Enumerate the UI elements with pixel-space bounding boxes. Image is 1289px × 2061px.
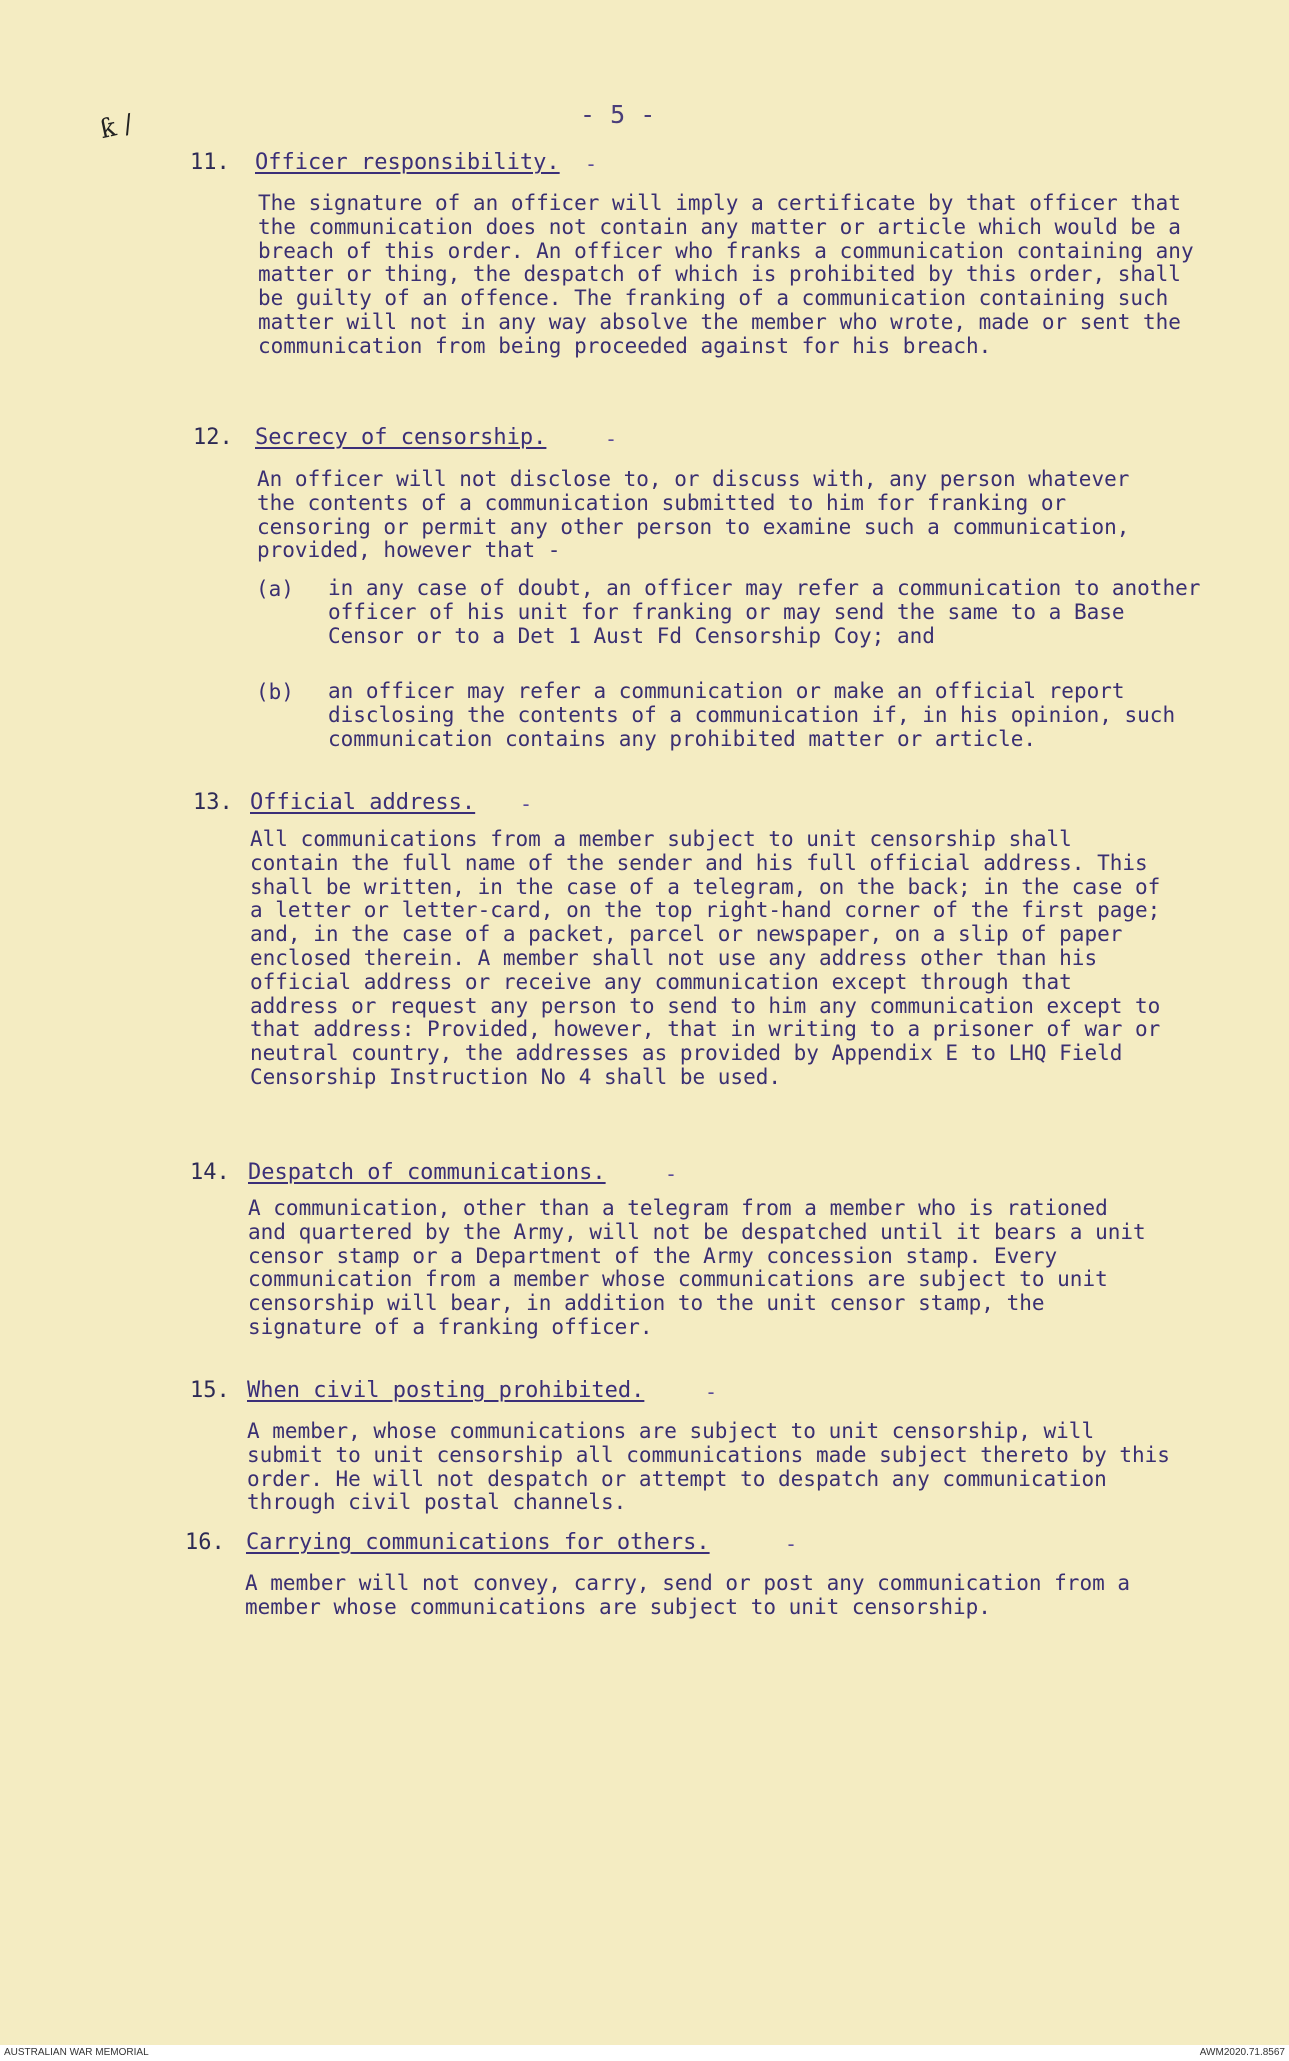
section-12-dash: - <box>605 427 618 451</box>
section-11-heading: Officer responsibility. <box>255 150 560 175</box>
pencil-annotation: ƙ / <box>97 108 136 146</box>
section-14-dash: - <box>665 1162 678 1186</box>
section-13-heading: Official address. <box>250 790 476 815</box>
section-12-text: An officer will not disclose to, or discuss with, any person whatever the contents of a communication submitted to him for franking or censoring or permit any other person to examine such a communication, provided, however that - <box>257 467 1130 563</box>
section-15-dash: - <box>705 1380 718 1404</box>
section-16-dash: - <box>785 1532 798 1556</box>
footer-accession-number: AWM2020.71.8567 <box>1199 2047 1285 2058</box>
page-number: - 5 - <box>580 100 656 129</box>
section-12-b-text: an officer may refer a communication or make an official report disclosing the contents of a communication if, in his opinion, such communication contains any prohibited matter or article. <box>328 679 1176 751</box>
section-14-text: A communication, other than a telegram from a member who is rationed and quartered by the Army, will not be despatched until it bears a unit censor stamp or a Department of the Army concession stamp. Every communication from a member whose communications are subject to unit censorship will bear, in addition to the unit censor stamp, the signature of a franking officer. <box>248 1196 1146 1339</box>
section-14-number: 14. <box>190 1160 230 1185</box>
section-13-number: 13. <box>193 790 233 815</box>
section-11-text: The signature of an officer will imply a certificate by that officer that the communication does not contain any matter or article which would be a breach of this order. An officer who franks a communication containing any matter or thing, the despatch of which is prohibited by this order, shall be guilty of an offence. The franking of a communication containing such matter will not in any way absolve the member who wrote, made or sent the communication from being proceeded against for his breach. <box>258 191 1194 358</box>
section-15-number: 15. <box>190 1378 230 1403</box>
section-15-heading: When civil posting prohibited. <box>247 1378 645 1403</box>
section-15-text: A member, whose communications are subject to unit censorship, will submit to unit censorship all communications made subject thereto by this order. He will not despatch or attempt to despatch any communication through civil postal channels. <box>247 1419 1170 1515</box>
section-12-number: 12. <box>193 425 233 450</box>
section-14-heading: Despatch of communications. <box>248 1160 606 1185</box>
section-12-heading: Secrecy of censorship. <box>255 425 547 450</box>
section-12-a-label: (a) <box>256 577 294 601</box>
section-16-number: 16. <box>185 1530 225 1555</box>
archive-footer <box>0 2045 1289 2061</box>
section-12-a-text: in any case of doubt, an officer may refer a communication to another officer of his unit for franking or may send the same to a Base Censor or to a Det 1 Aust Fd Censorship Coy; and <box>328 576 1201 648</box>
section-12-b-label: (b) <box>256 680 294 704</box>
section-13-text: All communications from a member subject to unit censorship shall contain the full name of the sender and his full official address. This shall be written, in the case of a telegram, on the back; in the case of a letter or letter-card, on the top right-hand corner of the first page; and, in the case of a packet, parcel or newspaper, on a slip of paper enclosed therein. A member shall not use any address other than his official address or receive any communication except through that address or request any person to send to him any communication except to that address: Provided, however, that in writing to a prisoner of war or neutral country, the addresses as provided by Appendix E to LHQ Field Censorship Instruction No 4 shall be used. <box>250 827 1161 1089</box>
footer-institution: AUSTRALIAN WAR MEMORIAL <box>4 2047 149 2058</box>
section-11-number: 11. <box>190 150 230 175</box>
section-16-text: A member will not convey, carry, send or post any communication from a member whose communications are subject to unit censorship. <box>245 1571 1131 1619</box>
section-13-dash: - <box>520 792 533 816</box>
section-16-heading: Carrying communications for others. <box>246 1530 710 1555</box>
section-11-dash: - <box>585 152 598 176</box>
